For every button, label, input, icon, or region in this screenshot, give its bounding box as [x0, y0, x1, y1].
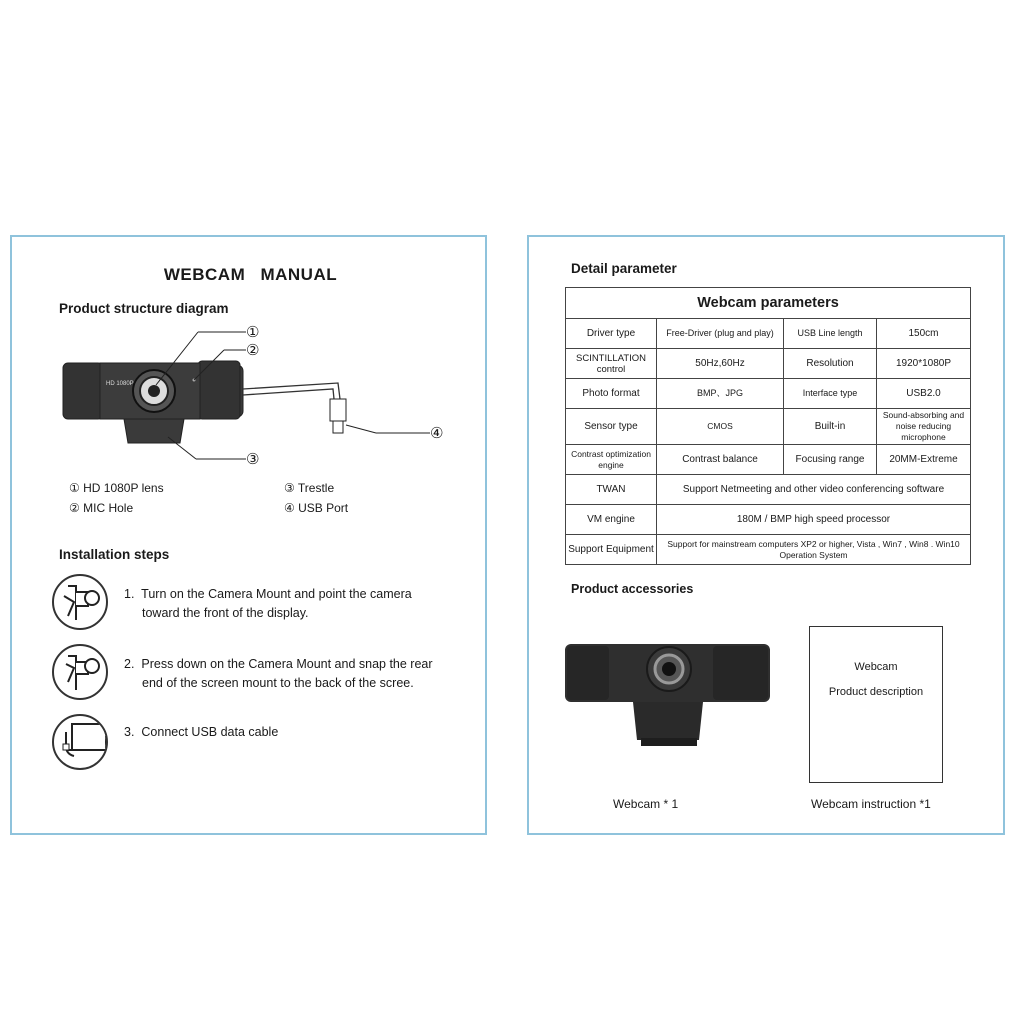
table-row: Contrast optimization engine Contrast balance Focusing range 20MM-Extreme	[566, 445, 971, 475]
table-row: VM engine 180M / BMP high speed processor	[566, 505, 971, 535]
legend-item-mic: ② MIC Hole	[69, 501, 134, 515]
table-row: Sensor type CMOS Built-in Sound-absorbing and noise reducing microphone	[566, 409, 971, 445]
legend-item-lens: ① HD 1080P lens	[69, 481, 164, 495]
table-row: TWAN Support Netmeeting and other video conferencing software	[566, 475, 971, 505]
manual-title: WEBCAM MANUAL	[163, 265, 338, 284]
booklet-subtitle: Product description	[828, 686, 924, 698]
legend-item-trestle: ③ Trestle	[284, 481, 335, 495]
structure-heading: Product structure diagram	[59, 301, 229, 316]
parameters-table	[565, 287, 971, 565]
device-label: HD 1080P	[106, 381, 134, 387]
usb-cable-step-icon	[52, 714, 108, 770]
table-row: SCINTILLATION control 50Hz,60Hz Resolution 1920*1080P	[566, 349, 971, 379]
snap-mount-step-icon	[52, 644, 108, 700]
table-row: Driver type Free-Driver (plug and play) USB Line length 150cm	[566, 319, 971, 349]
callout-2: ②	[246, 342, 260, 359]
table-row: Support Equipment Support for mainstream computers XP2 or higher, Vista , Win7 , Win8 . Win10 Operation System	[566, 535, 971, 565]
callout-3: ③	[246, 451, 260, 468]
structure-diagram	[58, 325, 478, 470]
callout-4: ④	[430, 425, 444, 442]
instruction-caption: Webcam instruction *1	[811, 797, 931, 811]
instruction-booklet	[809, 626, 943, 783]
manual-left-page	[10, 235, 487, 835]
callout-1: ①	[246, 324, 260, 341]
manual-right-page	[527, 235, 1005, 835]
table-title: Webcam parameters	[566, 288, 971, 319]
detail-heading: Detail parameter	[571, 261, 677, 276]
step-1: 1. Turn on the Camera Mount and point the camera toward the front of the display.	[124, 587, 412, 620]
legend-item-usb: ④ USB Port	[284, 501, 349, 515]
step-2: 2. Press down on the Camera Mount and snap the rear end of the screen mount to the back of the scree.	[124, 657, 433, 690]
table-row: Photo format BMP、JPG Interface type USB2.0	[566, 379, 971, 409]
step-3: 3. Connect USB data cable	[124, 725, 279, 739]
mount-step-icon	[52, 574, 108, 630]
webcam-caption: Webcam * 1	[613, 797, 679, 811]
install-heading: Installation steps	[59, 547, 170, 562]
webcam-image	[563, 640, 773, 755]
booklet-title: Webcam	[854, 661, 898, 673]
accessories-heading: Product accessories	[571, 582, 694, 596]
